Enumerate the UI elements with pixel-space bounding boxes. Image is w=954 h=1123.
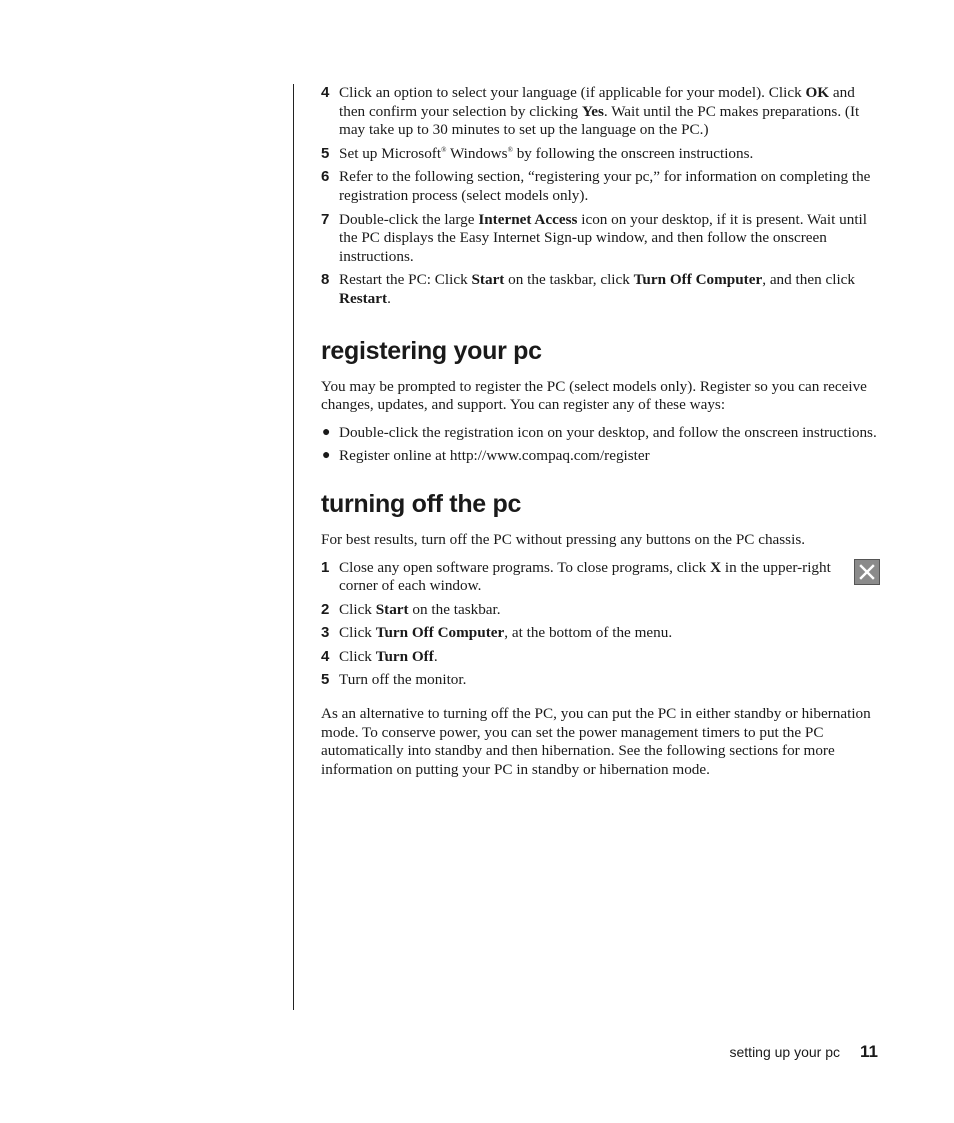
list-item (321, 271, 879, 308)
list-item (321, 168, 879, 205)
bullet-text: Double-click the registration icon on your desktop, and follow the onscreen instructions. (339, 423, 877, 441)
text-run: Refer to the following section, “registering your pc,” for information on completing the registration process (select models only). (339, 168, 871, 204)
step-text (339, 211, 867, 265)
bullet-icon: ● (322, 448, 331, 464)
step-number: 5 (321, 671, 330, 689)
list-item (321, 559, 879, 596)
step-text (339, 624, 672, 641)
setup-steps-list (321, 84, 879, 309)
text-run: Click an option to select your language (if applicable for your model). Click (339, 84, 806, 101)
step-number: 5 (321, 144, 330, 162)
emphasized-term: X (710, 558, 722, 576)
text-run: Restart the PC: Click (339, 271, 472, 289)
list-item (321, 624, 879, 643)
emphasized-term: Turn Off Computer (633, 271, 763, 289)
text-run: Set up Microsoft (339, 144, 442, 162)
step-text (339, 145, 753, 162)
bullet-text: Register online at http://www.compaq.com/register (339, 447, 650, 465)
list-item (321, 447, 879, 466)
registering-intro: You may be prompted to register the PC (select models only). Register so you can receive changes, updates, and support. You can register any of these ways: (321, 377, 867, 414)
step-text (339, 168, 870, 204)
text-run: , at the bottom of the menu. (504, 624, 673, 642)
emphasized-term: Yes (581, 102, 604, 120)
step-number: 6 (321, 168, 330, 186)
registering-heading: registering your pc (321, 336, 542, 365)
registered-mark: ® (507, 145, 513, 154)
text-run: , and then click (762, 271, 855, 289)
registering-options-list (321, 424, 879, 466)
text-run: Close any open software programs. To close programs, click (339, 558, 711, 576)
margin-rule (293, 84, 294, 1010)
emphasized-term: Turn Off Computer (375, 624, 505, 642)
list-item (321, 648, 879, 667)
step-number: 4 (321, 84, 330, 101)
text-run: Windows (446, 144, 508, 162)
footer-section-title: setting up your pc (729, 1044, 841, 1060)
text-run: Click (339, 647, 376, 665)
text-run: on the taskbar, click (504, 271, 634, 289)
step-number: 1 (321, 558, 330, 576)
page-number: 11 (860, 1042, 878, 1061)
close-x-icon (854, 559, 880, 585)
list-item (321, 84, 879, 140)
text-run: on the taskbar. (408, 600, 501, 618)
list-item (321, 211, 879, 267)
list-item (321, 145, 879, 164)
emphasized-term: Turn Off (375, 647, 434, 665)
text-run: Turn off the monitor. (339, 671, 467, 689)
page-content (321, 84, 879, 779)
step-number: 2 (321, 600, 330, 618)
emphasized-term: Start (471, 271, 505, 289)
step-text (339, 648, 438, 665)
registered-mark: ® (441, 145, 447, 154)
turning-off-heading: turning off the pc (321, 489, 522, 518)
text-run: in the upper-right corner of each window. (339, 558, 831, 595)
text-run: . (433, 647, 438, 665)
step-text (339, 671, 466, 688)
turning-off-intro: For best results, turn off the PC without pressing any buttons on the PC chassis. (321, 530, 806, 548)
text-run: Click (339, 624, 376, 642)
text-run: by following the onscreen instructions. (512, 144, 754, 162)
step-number: 3 (321, 624, 330, 642)
list-item (321, 671, 879, 690)
text-run: Click (339, 600, 376, 618)
text-run: and then confirm your selection by clicking (339, 84, 855, 120)
step-text (339, 559, 831, 595)
emphasized-term: OK (805, 84, 830, 101)
shutdown-steps-list (321, 559, 879, 691)
emphasized-term: Restart (339, 289, 388, 307)
step-number: 4 (321, 647, 330, 665)
list-item (321, 424, 879, 443)
bullet-icon: ● (322, 424, 331, 440)
step-number: 7 (321, 210, 330, 228)
text-run: icon on your desktop, if it is present. Wait until the PC displays the Easy Internet Sign-up window, and then follow the onscreen instructions. (339, 210, 867, 265)
emphasized-term: Start (375, 600, 409, 618)
list-item (321, 601, 879, 620)
step-text (339, 84, 859, 138)
step-number: 8 (321, 271, 330, 289)
page-footer (730, 1042, 879, 1062)
alternative-paragraph: As an alternative to turning off the PC, you can put the PC in either standby or hibernation mode. To conserve power, you can set the power management timers to put the PC automatically into standby and then hibernation. See the following sections for more information on putting your PC in standby or hibernation mode. (321, 705, 871, 778)
emphasized-term: Internet Access (478, 210, 578, 228)
text-run: . Wait until the PC makes preparations. (It may take up to 30 minutes to set up the language on the PC.) (339, 102, 860, 139)
step-text (339, 601, 501, 618)
step-text (339, 271, 855, 307)
text-run: Double-click the large (339, 210, 479, 228)
text-run: . (387, 289, 391, 307)
